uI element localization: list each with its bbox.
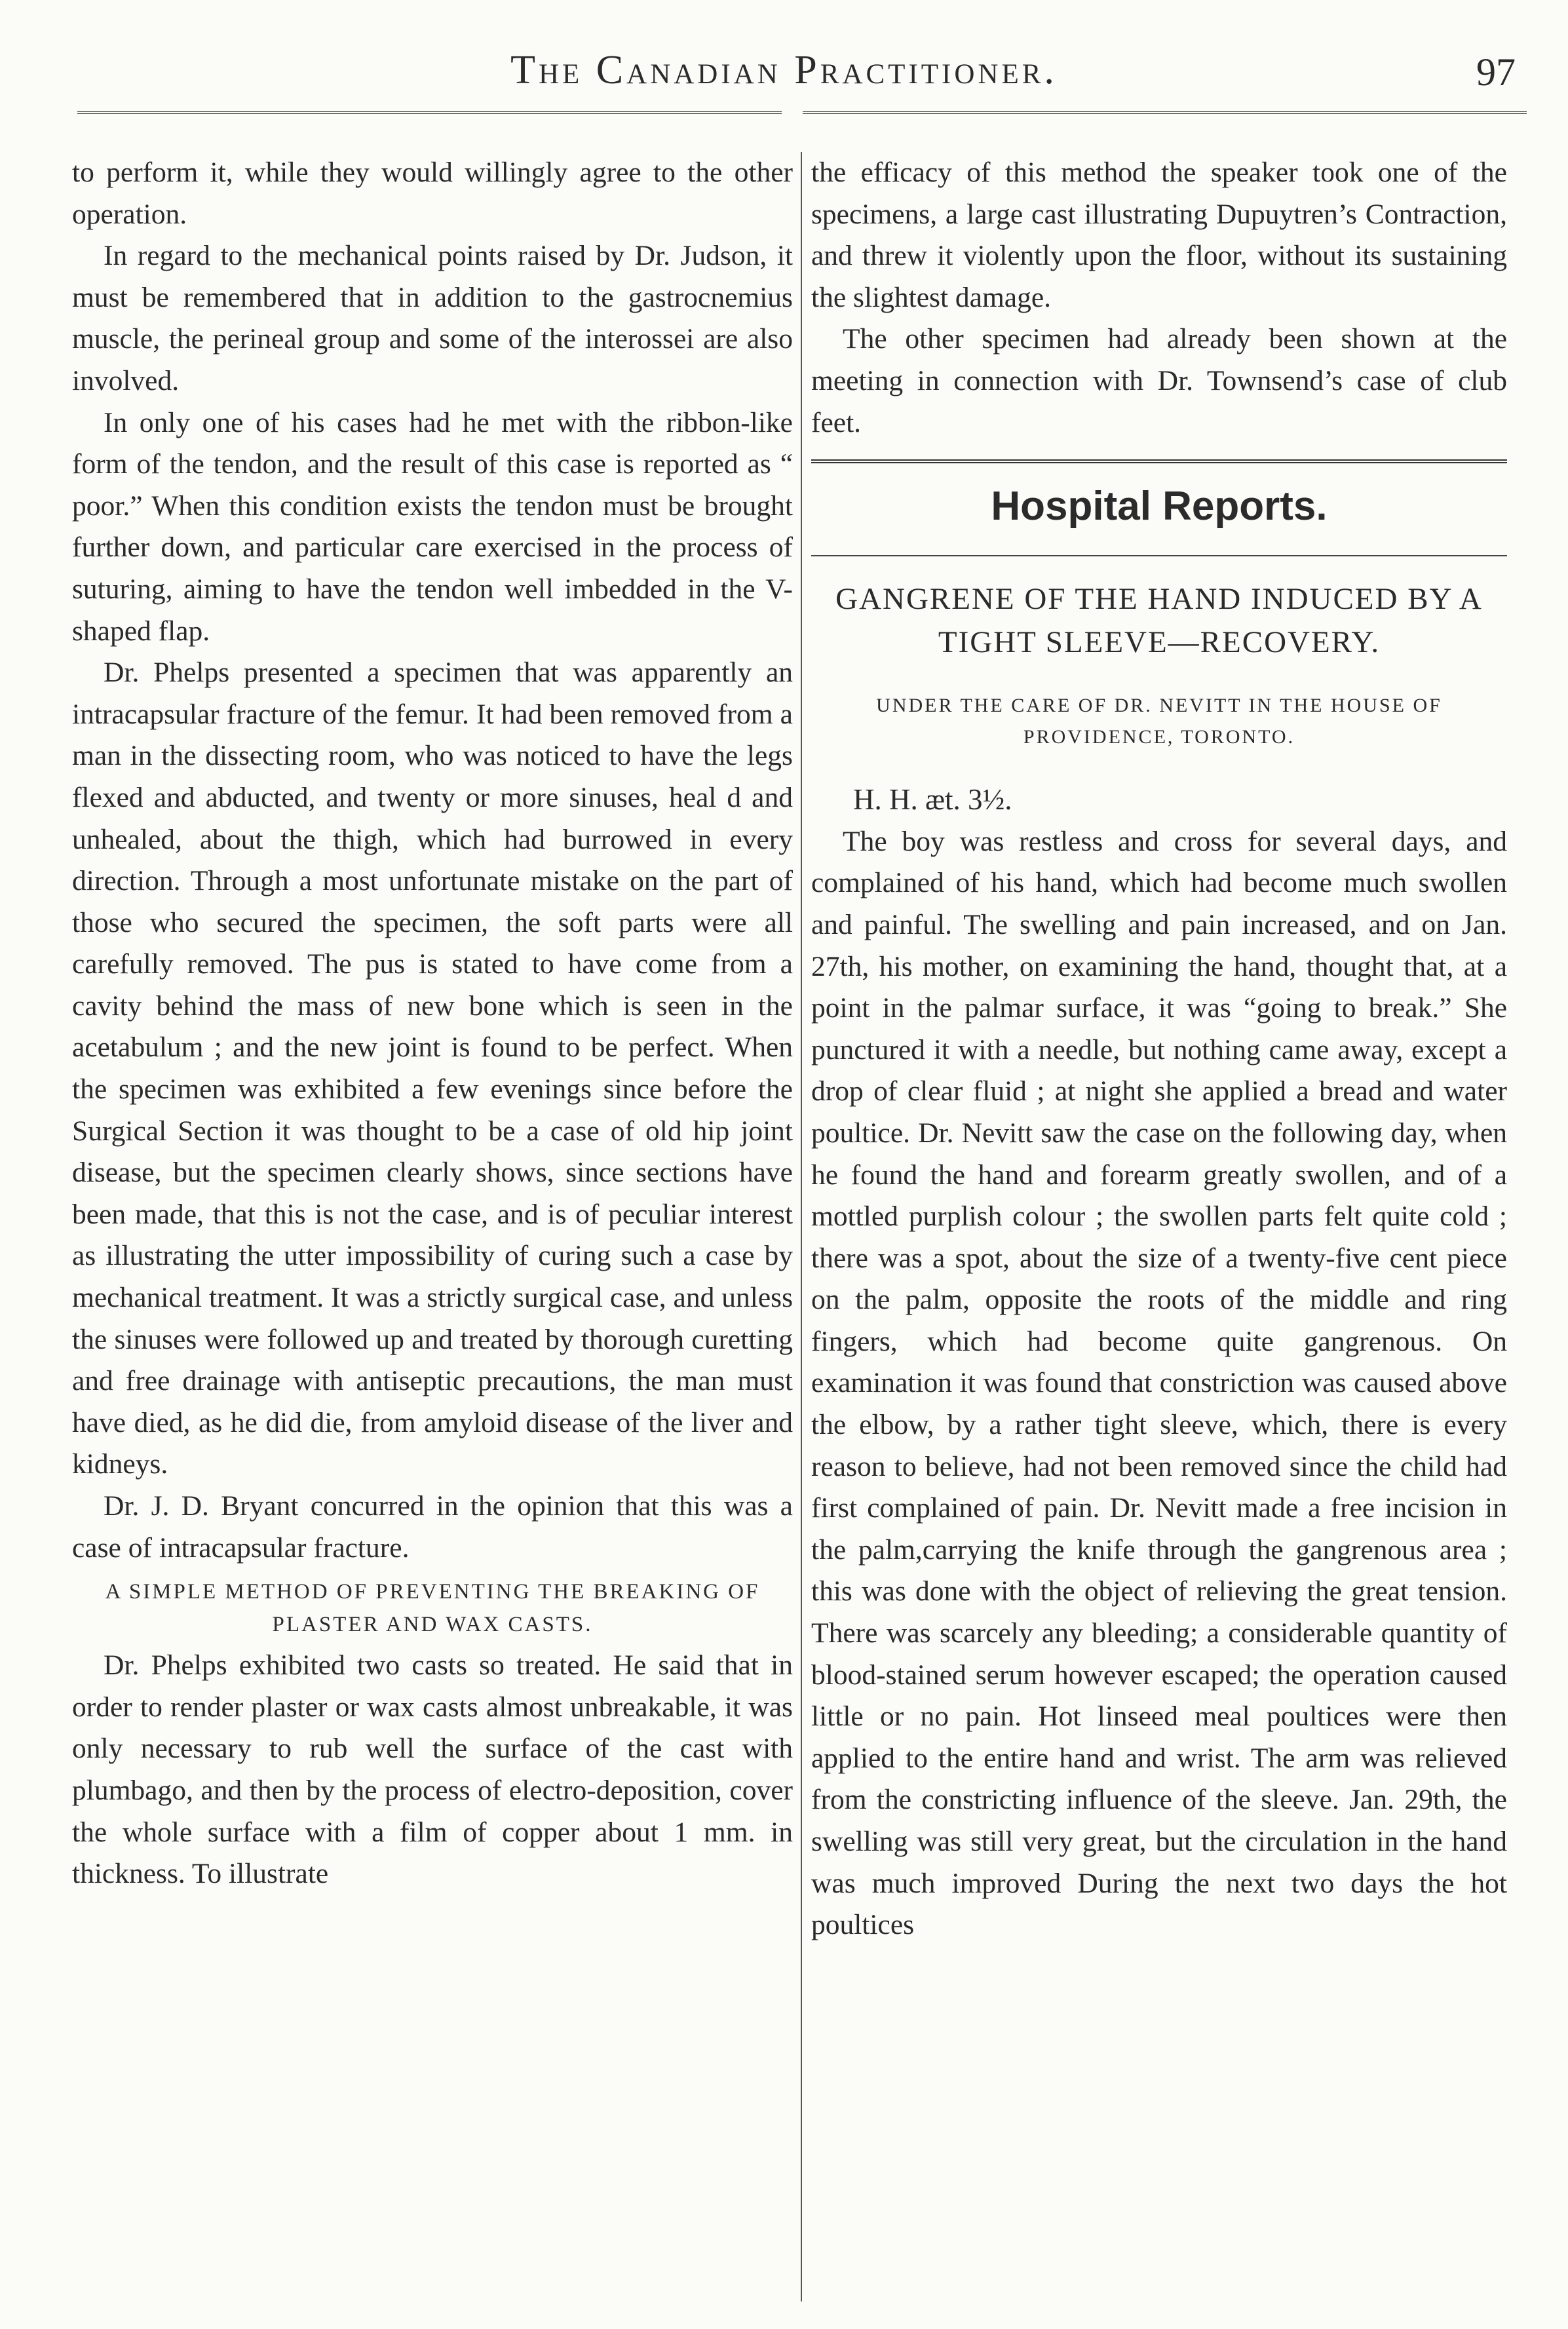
report-subtitle: UNDER THE CARE OF DR. NEVITT IN THE HOUSE OF PROVIDENCE, TORONTO.	[876, 695, 1442, 748]
column-divider	[801, 152, 802, 2301]
paragraph: Dr. J. D. Bryant concurred in the opinion that this was a case of intracapsular fracture.	[72, 1490, 793, 1564]
left-column	[72, 152, 793, 1895]
section-rule	[811, 459, 1507, 463]
paragraph: The boy was restless and cross for several days, and complained of his hand, which had become much swollen and painful. The swelling and pain increased, and on Jan. 27th, his mother, on examining the hand, thought that, at a point in the palmar surface, it was “going to break.” She punctured it with a needle, but nothing came away, except a drop of clear fluid ; at night she applied a bread and water poultice. Dr. Nevitt saw the case on the following day, when he found the hand and forearm greatly swollen, and of a mottled purplish colour ; the swollen parts felt quite cold ; there was a spot, about the size of a twenty-five cent piece on the palm, opposite the roots of the middle and ring fingers, which had become quite gangrenous. On examination it was found that constriction was caused above the elbow, by a rather tight sleeve, which, there is every reason to believe, had not been removed since the child had first complained of pain. Dr. Nevitt made a free incision in the palm,carrying the knife through the gangrenous area ; this was done with the object of relieving the great tension. There was scarcely any bleeding; a considerable quantity of blood-stained serum however escaped; the operation caused little or no pain. Hot linseed meal poultices were then applied to the entire hand and wrist. The arm was relieved from the constricting influence of the sleeve. Jan. 29th, the swelling was still very great, but the circulation in the hand was much improved During the next two days the hot poultices	[811, 825, 1507, 1941]
section-title: Hospital Reports.	[991, 484, 1328, 529]
header-rule-left	[77, 111, 782, 114]
header-rule-right	[803, 111, 1527, 114]
patient-line: H. H. æt. 3½.	[853, 783, 1012, 817]
paragraph: Dr. Phelps exhibited two casts so treated. He said that in order to render plaster or wax casts almost unbreakable, it was only necessary to rub well the surface of the cast with plumbago, and then by the process of electro-deposition, cover the whole surface with a film of copper about 1 mm. in thickness. To illustrate	[72, 1649, 793, 1890]
journal-title: The Canadian Practitioner.	[510, 48, 1058, 92]
article-subheading: A SIMPLE METHOD OF PREVENTING THE BREAKING OF PLASTER AND WAX CASTS.	[105, 1580, 760, 1637]
paragraph: In regard to the mechanical points raised by Dr. Judson, it must be remembered that in addition to the gastrocnemius muscle, the perineal group and some of the interossei are also involved.	[72, 240, 793, 396]
section-rule-thin	[811, 555, 1507, 556]
paragraph: In only one of his cases had he met with the ribbon-like form of the tendon, and the result of this case is reported as “ poor.” When this condition exists the tendon must be brought further down, and particular care exercised in the process of suturing, aiming to have the tendon well imbedded in the V-shaped flap.	[72, 406, 793, 647]
right-column	[811, 152, 1507, 1946]
paragraph: Dr. Phelps presented a specimen that was apparently an intracapsular fracture of the femur. It had been removed from a man in the dissecting room, who was noticed to have the legs flexed and abducted, and twenty or more sinuses, heal d and unhealed, about the thigh, which had burrowed in every direction. Through a most unfortunate mistake on the part of those who secured the specimen, the soft parts were all carefully removed. The pus is stated to have come from a cavity behind the mass of new bone which is seen in the acetabulum ; and the new joint is found to be perfect. When the specimen was exhibited a few evenings since before the Surgical Section it was thought to be a case of old hip joint disease, but the specimen clearly shows, since sections have been made, that this is not the case, and is of peculiar interest as illustrating the utter impossibility of curing such a case by mechanical treatment. It was a strictly surgical case, and unless the sinuses were followed up and treated by thorough curetting and free drainage with antiseptic precautions, the man must have died, as he did die, from amyloid disease of the liver and kidneys.	[72, 657, 793, 1480]
running-head	[0, 39, 1568, 118]
page-number: 97	[1476, 50, 1516, 94]
report-title: GANGRENE OF THE HAND INDUCED BY A TIGHT SLEEVE—RECOVERY.	[835, 582, 1483, 660]
paragraph: the efficacy of this method the speaker took one of the specimens, a large cast illustrating Dupuytren’s Contraction, and threw it violently upon the floor, without its sustaining the slightest damage.	[811, 157, 1507, 313]
paragraph: to perform it, while they would willingly agree to the other operation.	[72, 157, 793, 230]
paragraph: The other specimen had already been shown at the meeting in connection with Dr. Townsend’s case of club feet.	[811, 323, 1507, 438]
